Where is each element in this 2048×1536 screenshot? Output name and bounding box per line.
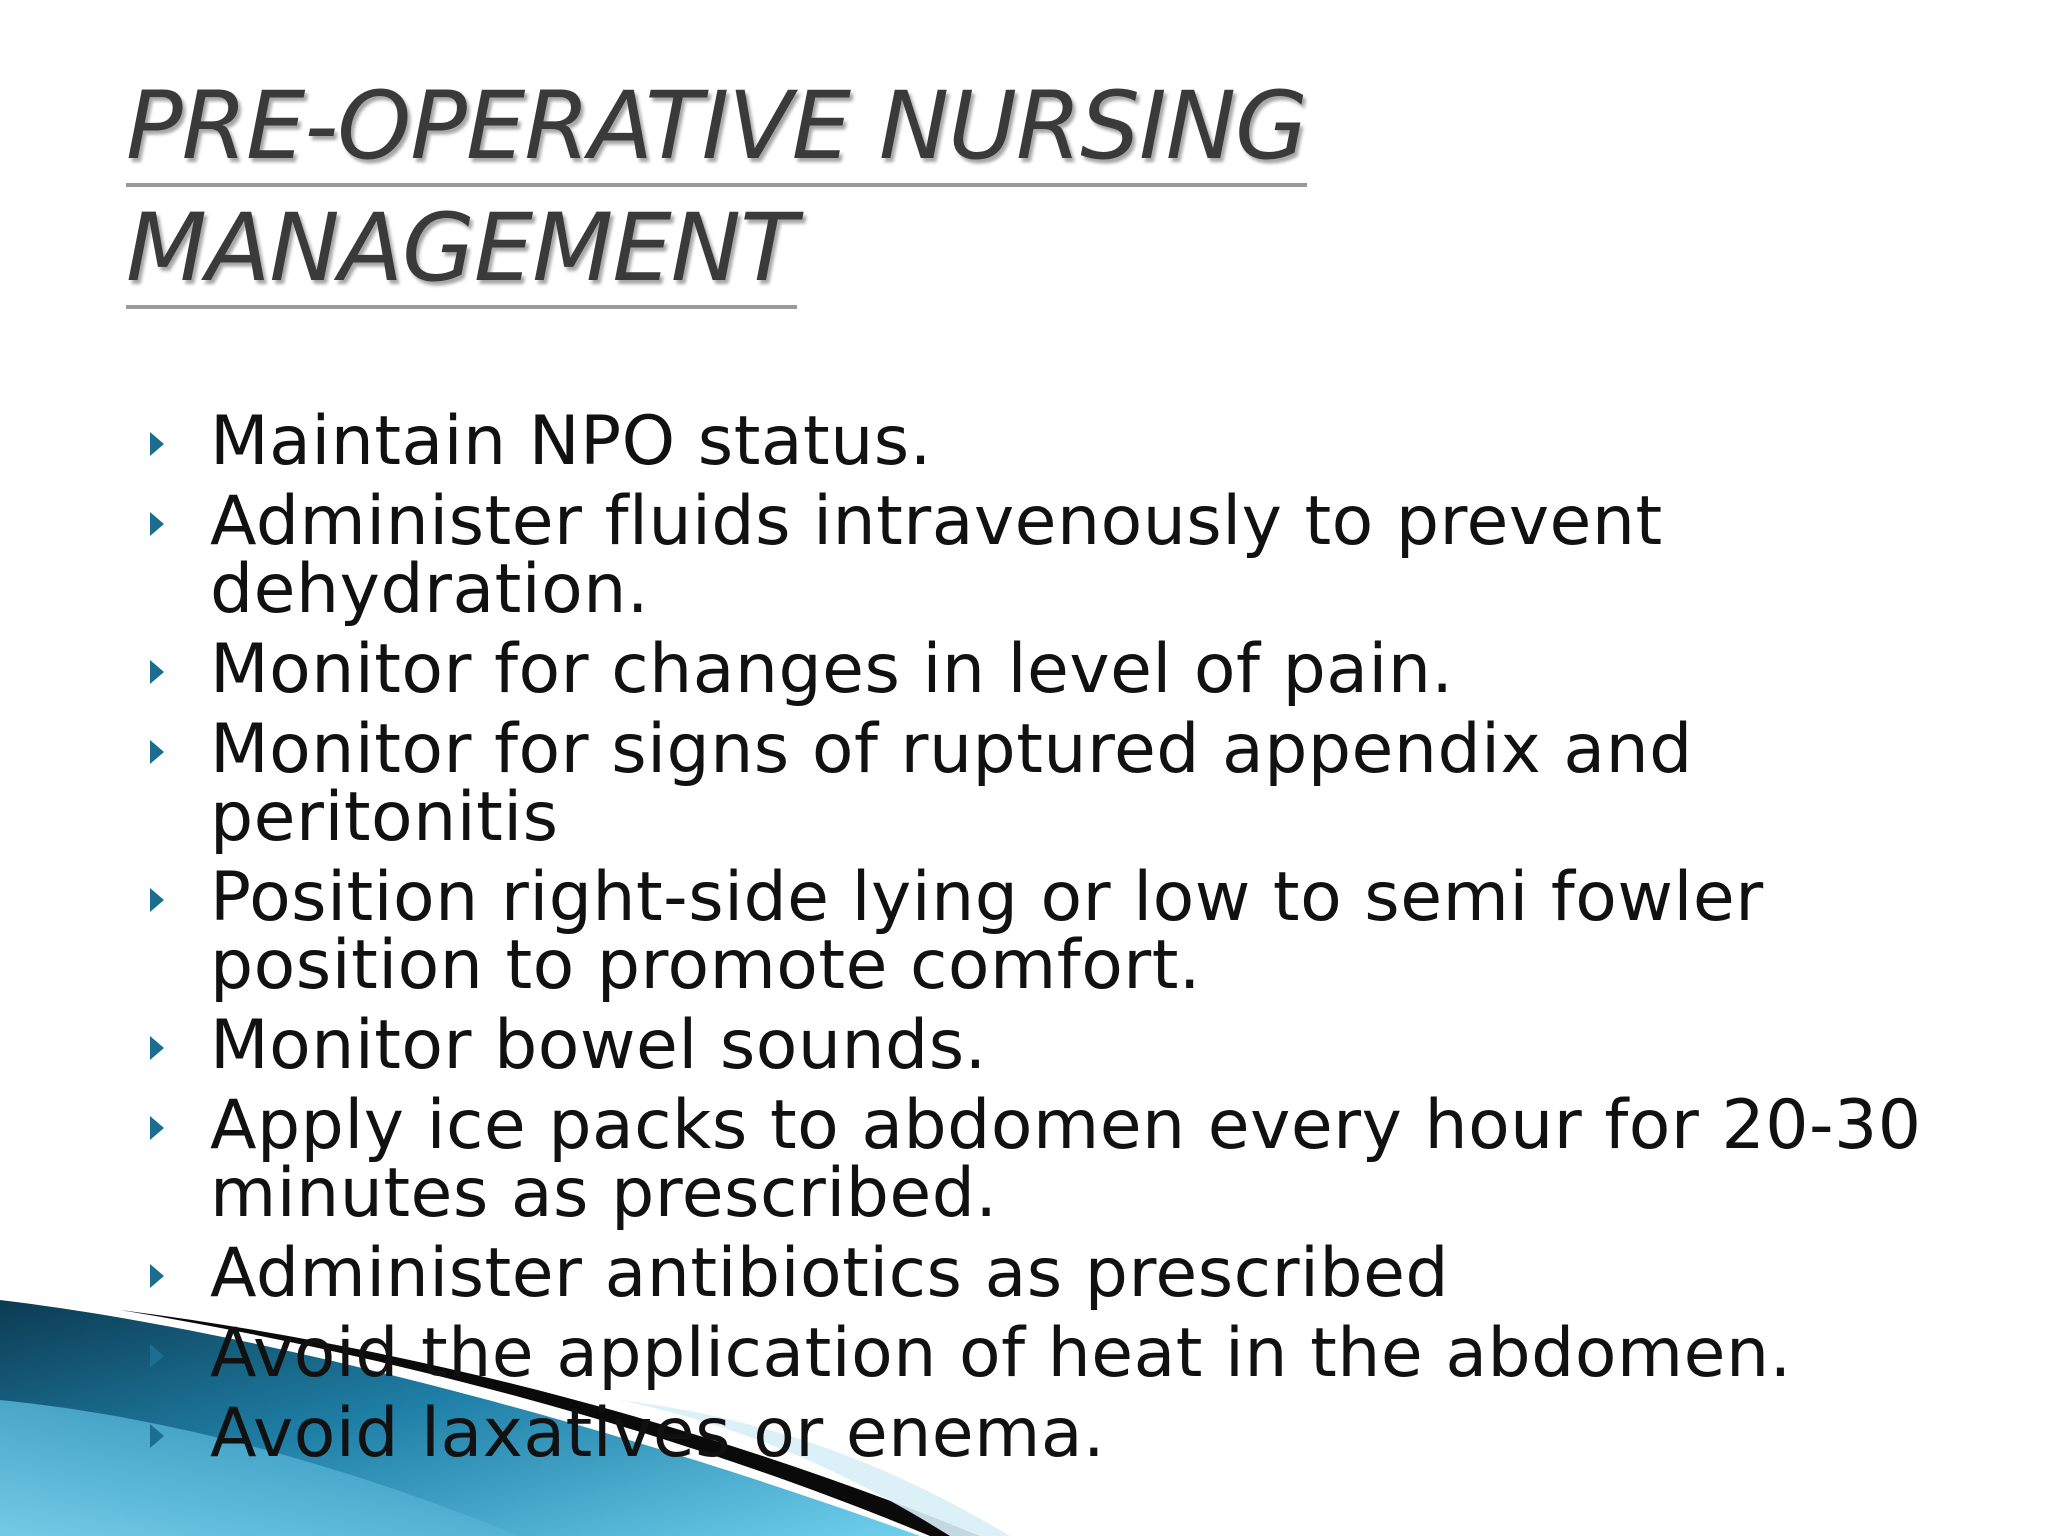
list-item: [150, 1234, 2010, 1313]
list-item: [150, 402, 2010, 481]
list-item-text: Monitor for changes in level of pain.: [210, 630, 1454, 709]
list-item: [150, 858, 2010, 1005]
list-item: [150, 1394, 2010, 1473]
triangle-right-icon: [150, 432, 164, 456]
list-item-text: Maintain NPO status.: [210, 402, 932, 481]
list-item-text: Position right-side lying or low to semi fowler position to promote comfort.: [210, 858, 1764, 1005]
list-item-text: Monitor bowel sounds.: [210, 1006, 987, 1085]
list-item: [150, 1314, 2010, 1393]
slide-title-line-2: MANAGEMENT: [126, 188, 1307, 310]
list-item: [150, 710, 2010, 857]
triangle-right-icon: [150, 1116, 164, 1140]
list-item-text: Administer antibiotics as prescribed: [210, 1234, 1450, 1313]
triangle-right-icon: [150, 1424, 164, 1448]
list-item-text: Monitor for signs of ruptured appendix and peritonitis: [210, 710, 1693, 857]
slide-title: [126, 66, 1307, 310]
list-item: [150, 630, 2010, 709]
slide-title-line-1: PRE-OPERATIVE NURSING: [126, 66, 1307, 188]
bullet-list: [150, 402, 2010, 1480]
triangle-right-icon: [150, 660, 164, 684]
triangle-right-icon: [150, 512, 164, 536]
triangle-right-icon: [150, 1344, 164, 1368]
triangle-right-icon: [150, 1036, 164, 1060]
list-item-text: Administer fluids intravenously to prevent dehydration.: [210, 482, 1663, 629]
list-item: [150, 482, 2010, 629]
list-item-text: Apply ice packs to abdomen every hour for 20-30 minutes as prescribed.: [210, 1086, 1922, 1233]
triangle-right-icon: [150, 888, 164, 912]
list-item-text: Avoid the application of heat in the abdomen.: [210, 1314, 1792, 1393]
triangle-right-icon: [150, 1264, 164, 1288]
triangle-right-icon: [150, 740, 164, 764]
list-item: [150, 1086, 2010, 1233]
list-item-text: Avoid laxatives or enema.: [210, 1394, 1106, 1473]
list-item: [150, 1006, 2010, 1085]
